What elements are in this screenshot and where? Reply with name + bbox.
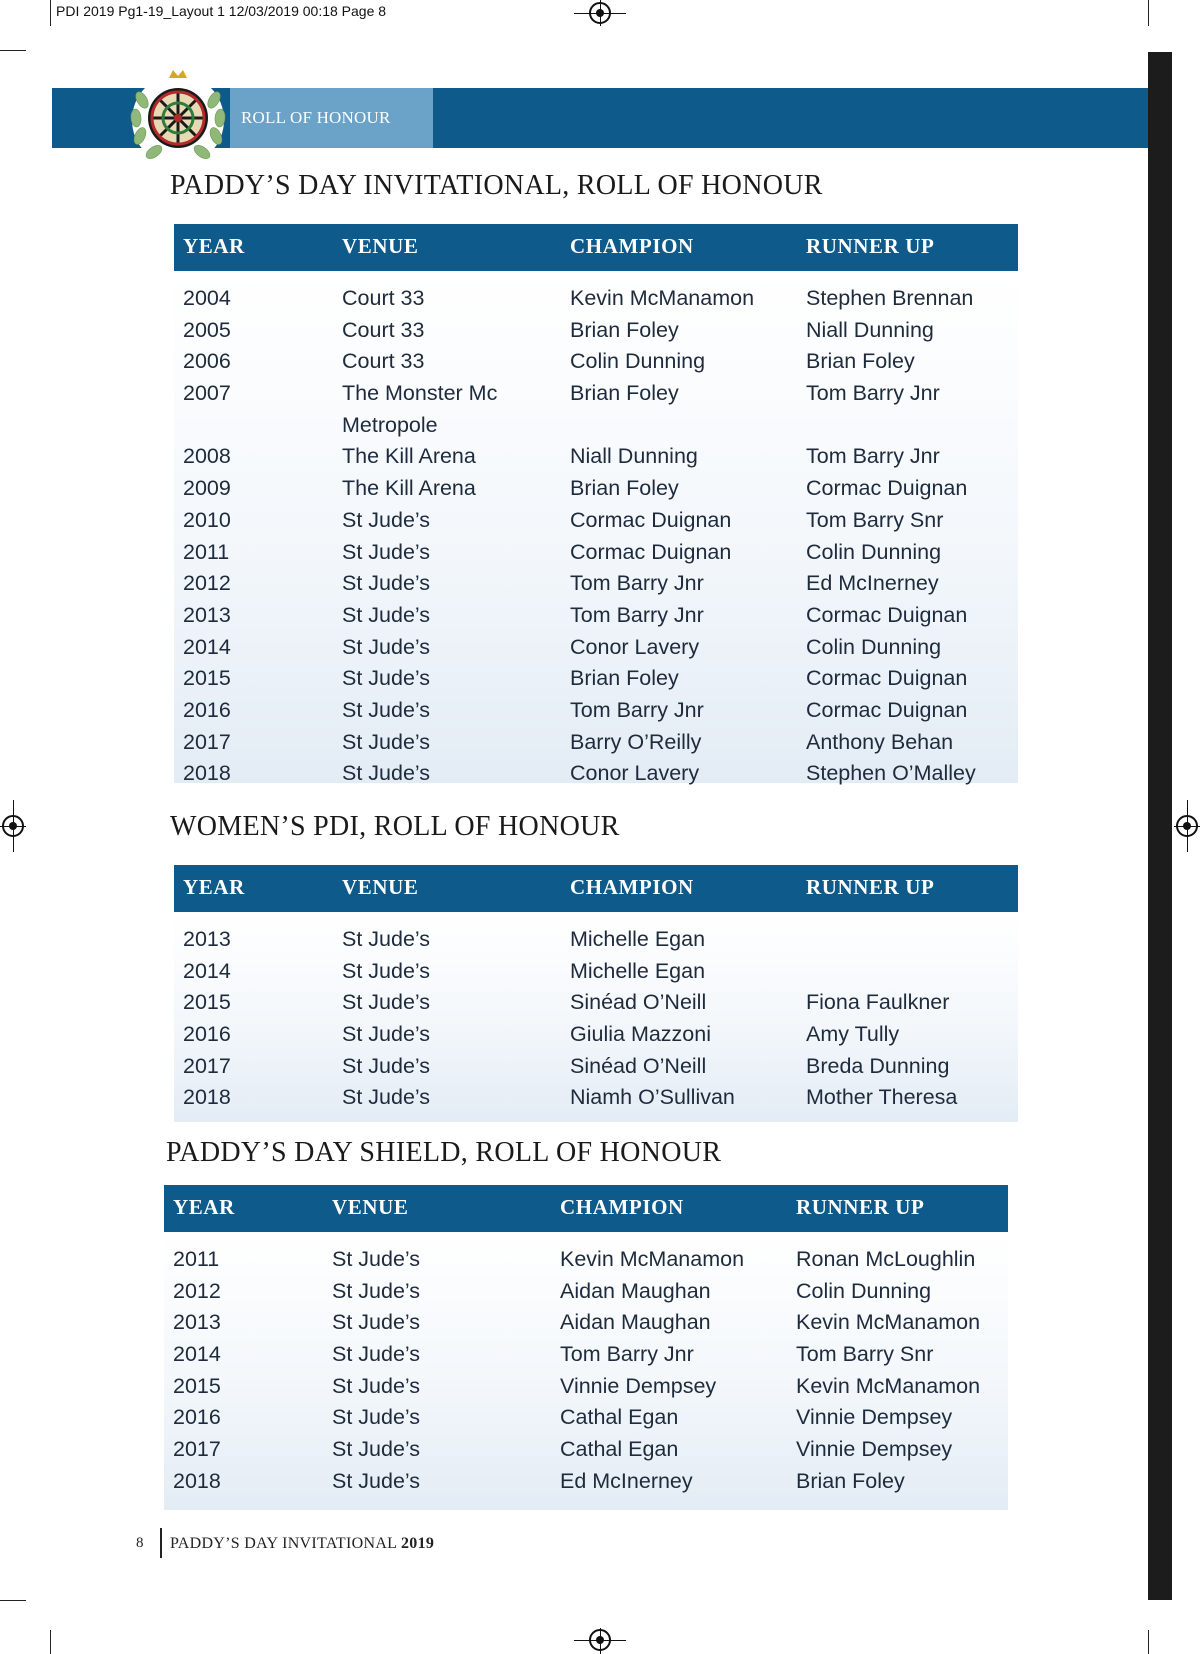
cell-champion: Sinéad O’Neill <box>570 1053 707 1078</box>
cell-venue: St Jude’s <box>332 1405 421 1430</box>
cell-venue: St Jude’s <box>342 761 431 786</box>
table-womens <box>174 865 1018 1122</box>
table-row <box>164 1466 1008 1498</box>
cell-year: 2016 <box>173 1405 221 1430</box>
cell-venue: The Kill Arena <box>342 476 476 501</box>
cell-runner-up: Stephen Brennan <box>806 286 974 310</box>
cell-runner-up: Niall Dunning <box>806 317 934 342</box>
table-row <box>174 1051 1018 1083</box>
cell-runner-up: Stephen O’Malley <box>806 761 976 786</box>
cell-venue: St Jude’s <box>342 1053 431 1078</box>
cell-runner-up: Ed McInerney <box>806 571 939 596</box>
cell-champion: Kevin McManamon <box>570 286 755 310</box>
cell-venue: St Jude’s <box>342 729 431 754</box>
cell-runner-up: Colin Dunning <box>796 1278 932 1303</box>
footer-year: 2019 <box>400 1535 435 1552</box>
registration-mark-icon <box>1176 815 1198 837</box>
cell-venue: St Jude’s <box>342 927 431 951</box>
table-row <box>174 924 1018 956</box>
cell-champion: Tom Barry Jnr <box>560 1342 694 1367</box>
table-row <box>174 315 1018 347</box>
cell-year: 2005 <box>183 317 231 342</box>
table-shield <box>164 1185 1008 1510</box>
table-row <box>174 378 1018 410</box>
cell-runner-up: Mother Theresa <box>806 1085 958 1110</box>
section-title-pdi: PADDY’S DAY INVITATIONAL, ROLL OF HONOUR <box>170 170 823 201</box>
cell-year: 2015 <box>183 666 231 691</box>
cell-venue: St Jude’s <box>342 634 431 659</box>
cell-champion: Cathal Egan <box>560 1405 679 1430</box>
table-pdi <box>174 224 1018 786</box>
trim-mark <box>1148 0 1149 26</box>
column-header-year: YEAR <box>183 234 245 258</box>
table-row <box>164 1434 1008 1466</box>
page-number: 8 <box>136 1535 144 1551</box>
cell-venue: St Jude’s <box>342 666 431 691</box>
cell-champion: Sinéad O’Neill <box>570 990 707 1015</box>
column-header-year: YEAR <box>183 875 245 899</box>
table-row <box>174 727 1018 759</box>
cell-runner-up: Amy Tully <box>806 1022 900 1047</box>
column-header-venue: VENUE <box>342 234 419 258</box>
cell-venue: The Kill Arena <box>342 444 476 469</box>
table-row <box>164 1244 1008 1276</box>
trim-mark <box>1148 1630 1149 1654</box>
cell-runner-up: Kevin McManamon <box>796 1373 981 1398</box>
table-header <box>164 1185 1008 1232</box>
cell-runner-up: Kevin McManamon <box>796 1310 981 1335</box>
table-body <box>174 912 1018 1122</box>
cell-venue: St Jude’s <box>342 1085 431 1110</box>
cell-venue: St Jude’s <box>342 958 431 983</box>
cell-year: 2018 <box>173 1468 221 1493</box>
table-row <box>174 283 1018 315</box>
cell-champion: Conor Lavery <box>570 761 700 786</box>
column-header-venue: VENUE <box>332 1195 409 1219</box>
cell-venue: St Jude’s <box>332 1342 421 1367</box>
cell-champion: Brian Foley <box>570 666 679 691</box>
cell-year: 2017 <box>183 729 231 754</box>
cell-champion: Brian Foley <box>570 381 679 406</box>
cell-venue: Court 33 <box>342 349 425 374</box>
trim-mark <box>0 50 26 51</box>
cell-year: 2014 <box>183 634 231 659</box>
table-row <box>174 600 1018 632</box>
cell-runner-up: Cormac Duignan <box>806 476 968 501</box>
cell-year: 2014 <box>183 958 231 983</box>
cell-runner-up: Cormac Duignan <box>806 666 968 691</box>
column-header-runner-up: RUNNER UP <box>806 234 935 258</box>
column-header-year: YEAR <box>173 1195 235 1219</box>
table-row <box>164 1307 1008 1339</box>
table-row <box>174 758 1018 790</box>
table-row <box>174 956 1018 988</box>
cell-runner-up: Tom Barry Jnr <box>806 381 940 406</box>
cell-runner-up: Cormac Duignan <box>806 602 968 627</box>
table-row <box>174 987 1018 1019</box>
table-row <box>164 1339 1008 1371</box>
section-title-shield: PADDY’S DAY SHIELD, ROLL OF HONOUR <box>166 1137 722 1168</box>
cell-year: 2009 <box>183 476 231 501</box>
cell-venue: St Jude’s <box>342 602 431 627</box>
cell-champion: Colin Dunning <box>570 349 706 374</box>
cell-champion: Michelle Egan <box>570 958 706 983</box>
cell-venue: St Jude’s <box>342 507 431 532</box>
cell-champion: Tom Barry Jnr <box>570 602 704 627</box>
cell-champion: Vinnie Dempsey <box>560 1373 717 1398</box>
table-row <box>174 663 1018 695</box>
cell-year: 2007 <box>183 381 231 406</box>
cell-runner-up: Tom Barry Snr <box>796 1342 934 1367</box>
table-row <box>164 1402 1008 1434</box>
cell-champion: Brian Foley <box>570 317 679 342</box>
cell-year: 2011 <box>173 1247 220 1271</box>
table-row <box>174 1019 1018 1051</box>
dartboard-laurel-logo-icon <box>122 66 234 166</box>
column-header-champion: CHAMPION <box>570 875 694 899</box>
cell-runner-up: Tom Barry Jnr <box>806 444 940 469</box>
cell-year: 2018 <box>183 761 231 786</box>
cell-year: 2017 <box>173 1437 221 1462</box>
table-row <box>174 505 1018 537</box>
cell-year: 2004 <box>183 286 231 310</box>
cell-year: 2017 <box>183 1053 231 1078</box>
cell-champion: Aidan Maughan <box>560 1310 711 1335</box>
cell-champion: Michelle Egan <box>570 927 706 951</box>
cell-runner-up: Anthony Behan <box>806 729 954 754</box>
cell-runner-up: Fiona Faulkner <box>806 990 950 1015</box>
table-header <box>174 224 1018 271</box>
cell-year: 2015 <box>183 990 231 1015</box>
cell-venue: St Jude’s <box>332 1437 421 1462</box>
header-label: ROLL OF HONOUR <box>241 108 391 127</box>
cell-venue: St Jude’s <box>342 697 431 722</box>
cell-year: 2016 <box>183 697 231 722</box>
cell-year: 2013 <box>173 1310 221 1335</box>
cell-runner-up: Breda Dunning <box>806 1053 950 1078</box>
cell-champion: Cormac Duignan <box>570 507 732 532</box>
cell-year: 2012 <box>173 1278 221 1303</box>
registration-mark-icon <box>2 815 24 837</box>
section-title-womens: WOMEN’S PDI, ROLL OF HONOUR <box>170 811 620 842</box>
trim-mark <box>50 0 51 26</box>
cell-champion: Aidan Maughan <box>560 1278 711 1303</box>
cell-champion: Niall Dunning <box>570 444 698 469</box>
table-row <box>174 410 1018 442</box>
registration-mark-icon <box>589 2 611 24</box>
cell-venue: Court 33 <box>342 317 425 342</box>
cell-champion: Tom Barry Jnr <box>570 697 704 722</box>
table-body <box>174 271 1018 786</box>
cell-champion: Kevin McManamon <box>560 1247 745 1271</box>
cell-venue: Court 33 <box>342 286 425 310</box>
cell-champion: Ed McInerney <box>560 1468 693 1493</box>
column-header-champion: CHAMPION <box>570 234 694 258</box>
cell-runner-up: Brian Foley <box>796 1468 905 1493</box>
cell-year: 2006 <box>183 349 231 374</box>
table-row <box>174 632 1018 664</box>
table-row <box>174 1082 1018 1114</box>
table-row <box>174 346 1018 378</box>
column-header-venue: VENUE <box>342 875 419 899</box>
cell-year: 2015 <box>173 1373 221 1398</box>
cell-champion: Cormac Duignan <box>570 539 732 564</box>
cell-venue: St Jude’s <box>332 1247 421 1271</box>
cell-champion: Cathal Egan <box>560 1437 679 1462</box>
cell-venue: St Jude’s <box>332 1310 421 1335</box>
printer-slug: PDI 2019 Pg1-19_Layout 1 12/03/2019 00:18 Page 8 <box>56 3 387 19</box>
cell-runner-up: Colin Dunning <box>806 634 942 659</box>
cell-year: 2013 <box>183 927 231 951</box>
cell-venue: St Jude’s <box>342 571 431 596</box>
cell-venue: Metropole <box>342 412 438 437</box>
cell-year: 2011 <box>183 539 230 564</box>
cell-runner-up: Ronan McLoughlin <box>796 1247 976 1271</box>
cell-year: 2014 <box>173 1342 221 1367</box>
cell-year: 2010 <box>183 507 231 532</box>
footer-divider <box>160 1528 162 1558</box>
cell-runner-up: Vinnie Dempsey <box>796 1405 953 1430</box>
table-row <box>164 1276 1008 1308</box>
table-row <box>174 473 1018 505</box>
cell-venue: The Monster Mc <box>342 381 498 406</box>
cell-venue: St Jude’s <box>342 1022 431 1047</box>
table-row <box>164 1371 1008 1403</box>
cell-year: 2013 <box>183 602 231 627</box>
cell-runner-up: Colin Dunning <box>806 539 942 564</box>
cell-champion: Niamh O’Sullivan <box>570 1085 735 1110</box>
table-body <box>164 1232 1008 1510</box>
cell-runner-up: Tom Barry Snr <box>806 507 944 532</box>
trim-mark <box>50 1630 51 1654</box>
column-header-runner-up: RUNNER UP <box>796 1195 925 1219</box>
cell-champion: Tom Barry Jnr <box>570 571 704 596</box>
page-edge-bar <box>1148 52 1172 1600</box>
cell-year: 2012 <box>183 571 231 596</box>
cell-champion: Giulia Mazzoni <box>570 1022 711 1047</box>
table-row <box>174 568 1018 600</box>
cell-venue: St Jude’s <box>332 1278 421 1303</box>
footer-publication <box>170 1535 434 1553</box>
cell-runner-up: Cormac Duignan <box>806 697 968 722</box>
cell-venue: St Jude’s <box>332 1373 421 1398</box>
cell-venue: St Jude’s <box>342 539 431 564</box>
cell-champion: Brian Foley <box>570 476 679 501</box>
cell-champion: Conor Lavery <box>570 634 700 659</box>
cell-champion: Barry O’Reilly <box>570 729 702 754</box>
table-row <box>174 695 1018 727</box>
footer-publication-name: PADDY’S DAY INVITATIONAL <box>170 1535 397 1552</box>
table-row <box>174 441 1018 473</box>
cell-year: 2018 <box>183 1085 231 1110</box>
cell-runner-up: Brian Foley <box>806 349 915 374</box>
table-row <box>174 537 1018 569</box>
cell-year: 2008 <box>183 444 231 469</box>
registration-mark-icon <box>589 1629 611 1651</box>
cell-year: 2016 <box>183 1022 231 1047</box>
table-header <box>174 865 1018 912</box>
column-header-champion: CHAMPION <box>560 1195 684 1219</box>
column-header-runner-up: RUNNER UP <box>806 875 935 899</box>
cell-runner-up: Vinnie Dempsey <box>796 1437 953 1462</box>
cell-venue: St Jude’s <box>342 990 431 1015</box>
trim-mark <box>0 1600 26 1601</box>
cell-venue: St Jude’s <box>332 1468 421 1493</box>
